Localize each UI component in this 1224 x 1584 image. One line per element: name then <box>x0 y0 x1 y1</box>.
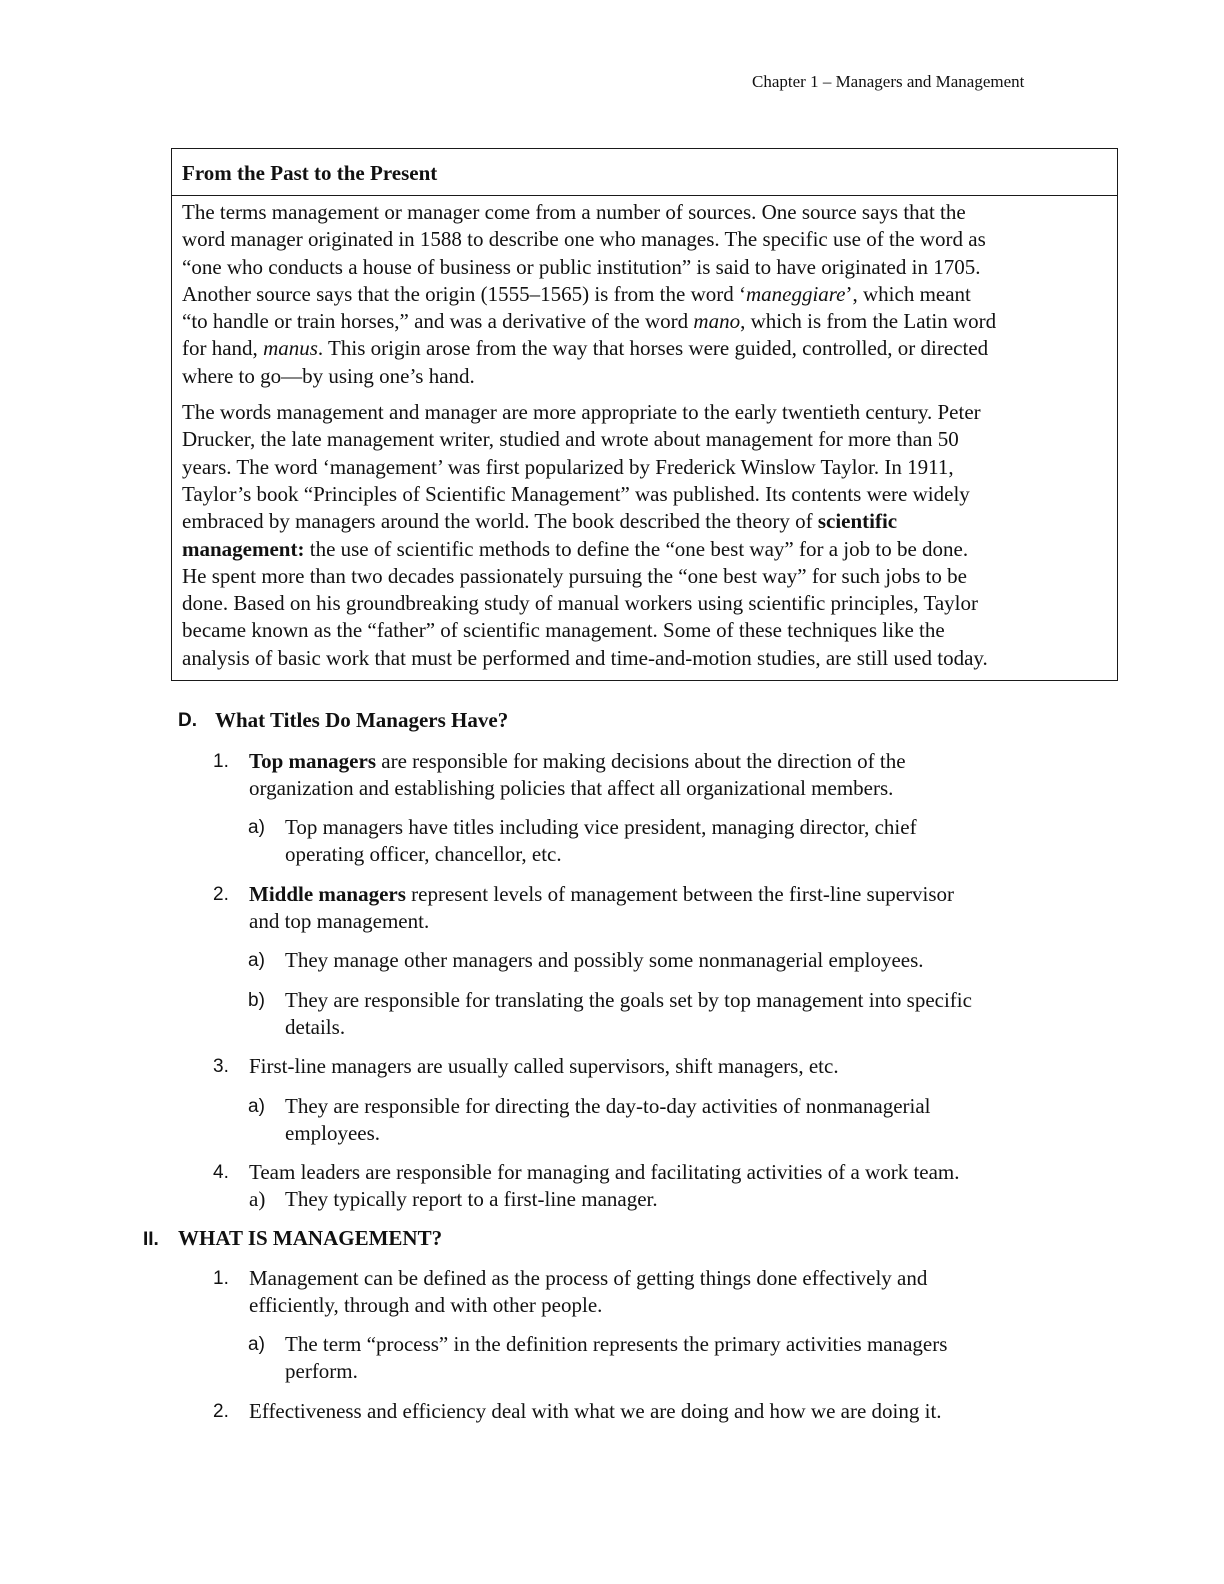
sub-list-marker: a) <box>248 1334 265 1355</box>
list-item-middle-managers <box>249 881 954 908</box>
sub-list-item: Top managers have titles including vice president, managing director, chief <box>285 815 917 839</box>
sidebar-body <box>172 196 1117 680</box>
sub-list-item-continuation: operating officer, chancellor, etc. <box>285 842 562 866</box>
sidebar-line: embraced by managers around the world. The book described the theory of scientific <box>182 509 898 534</box>
list-item-first-line-managers: First-line managers are usually called supervisors, shift managers, etc. <box>249 1054 839 1078</box>
sidebar-line: Taylor’s book “Principles of Scientific Management” was published. Its contents were widely <box>182 481 970 506</box>
list-item-text: are responsible for making decisions about the direction of the <box>376 749 906 773</box>
section-ii-title: WHAT IS MANAGEMENT? <box>178 1226 443 1250</box>
list-number: 2. <box>213 1401 229 1422</box>
sidebar-line: Another source says that the origin (1555–1565) is from the word ‘maneggiare’, which meant <box>182 281 971 306</box>
sub-list-item-continuation: details. <box>285 1015 346 1039</box>
sidebar-line: where to go—by using one’s hand. <box>182 363 475 388</box>
list-number: 1. <box>213 751 229 772</box>
sidebar-line: The words management and manager are more appropriate to the early twentieth century. Peter <box>182 400 981 425</box>
list-item-continuation: organization and establishing policies that affect all organizational members. <box>249 776 894 800</box>
list-number: 4. <box>213 1162 229 1183</box>
list-item-text: represent levels of management between the first-line supervisor <box>405 882 955 906</box>
sub-list-item-continuation: perform. <box>285 1359 358 1383</box>
sidebar-paragraph-origins <box>182 199 1107 390</box>
history-sidebar-box <box>171 148 1118 681</box>
sub-list-marker: a) <box>248 817 265 838</box>
sidebar-line: “to handle or train horses,” and was a derivative of the word mano, which is from the Latin word <box>182 309 997 334</box>
sidebar-line: became known as the “father” of scientific management. Some of these techniques like the <box>182 618 945 643</box>
sidebar-line: The terms management or manager come from a number of sources. One source says that the <box>182 200 966 224</box>
list-item-continuation: and top management. <box>249 909 430 933</box>
sub-list-item: They typically report to a first-line manager. <box>285 1187 658 1211</box>
sidebar-line: years. The word ‘management’ was first popularized by Frederick Winslow Taylor. In 1911, <box>182 454 954 479</box>
sub-list-item: The term “process” in the definition represents the primary activities managers <box>285 1332 948 1356</box>
sub-list-item: They are responsible for translating the goals set by top management into specific <box>285 988 972 1012</box>
list-number: 1. <box>213 1268 229 1289</box>
list-item-top-managers <box>249 748 906 775</box>
sub-list-marker: a) <box>249 1187 266 1211</box>
sidebar-line: done. Based on his groundbreaking study of manual workers using scientific principles, Taylor <box>182 591 978 616</box>
sidebar-line: He spent more than two decades passionately pursuing the “one best way” for such jobs to be <box>182 563 967 588</box>
section-ii-marker: II. <box>143 1229 159 1250</box>
list-item-team-leaders: Team leaders are responsible for managing and facilitating activities of a work team. <box>249 1160 960 1184</box>
sidebar-title: From the Past to the Present <box>172 149 1117 196</box>
list-item-effectiveness-efficiency: Effectiveness and efficiency deal with what we are doing and how we are doing it. <box>249 1399 942 1423</box>
list-item-management-definition: Management can be defined as the process of getting things done effectively and <box>249 1266 928 1290</box>
sidebar-line: Drucker, the late management writer, studied and wrote about management for more than 50 <box>182 427 959 452</box>
list-number: 2. <box>213 884 229 905</box>
sidebar-line: analysis of basic work that must be performed and time-and-motion studies, are still used today. <box>182 645 988 670</box>
sub-list-marker: b) <box>248 990 265 1011</box>
sidebar-line: “one who conducts a house of business or public institution” is said to have originated in 1705. <box>182 254 981 279</box>
running-header: Chapter 1 – Managers and Management <box>752 72 1025 91</box>
sub-list-marker: a) <box>248 1096 265 1117</box>
section-d-marker: D. <box>178 710 197 731</box>
sub-list-item: They are responsible for directing the day-to-day activities of nonmanagerial <box>285 1094 931 1118</box>
sidebar-line: word manager originated in 1588 to describe one who manages. The specific use of the word as <box>182 227 986 252</box>
list-item-continuation: efficiently, through and with other people. <box>249 1293 603 1317</box>
term-middle-managers: Middle managers <box>249 882 406 906</box>
list-number: 3. <box>213 1056 229 1077</box>
sub-list-item-continuation: employees. <box>285 1121 381 1145</box>
sub-list-item: They manage other managers and possibly some nonmanagerial employees. <box>285 948 924 972</box>
term-top-managers: Top managers <box>249 749 376 773</box>
sidebar-line: management: the use of scientific methods to define the “one best way” for a job to be done. <box>182 536 969 561</box>
section-d-title: What Titles Do Managers Have? <box>215 708 509 732</box>
sidebar-paragraph-taylor <box>182 399 1107 672</box>
sub-list-marker: a) <box>248 950 265 971</box>
sidebar-line: for hand, manus. This origin arose from the way that horses were guided, controlled, or directed <box>182 336 989 361</box>
